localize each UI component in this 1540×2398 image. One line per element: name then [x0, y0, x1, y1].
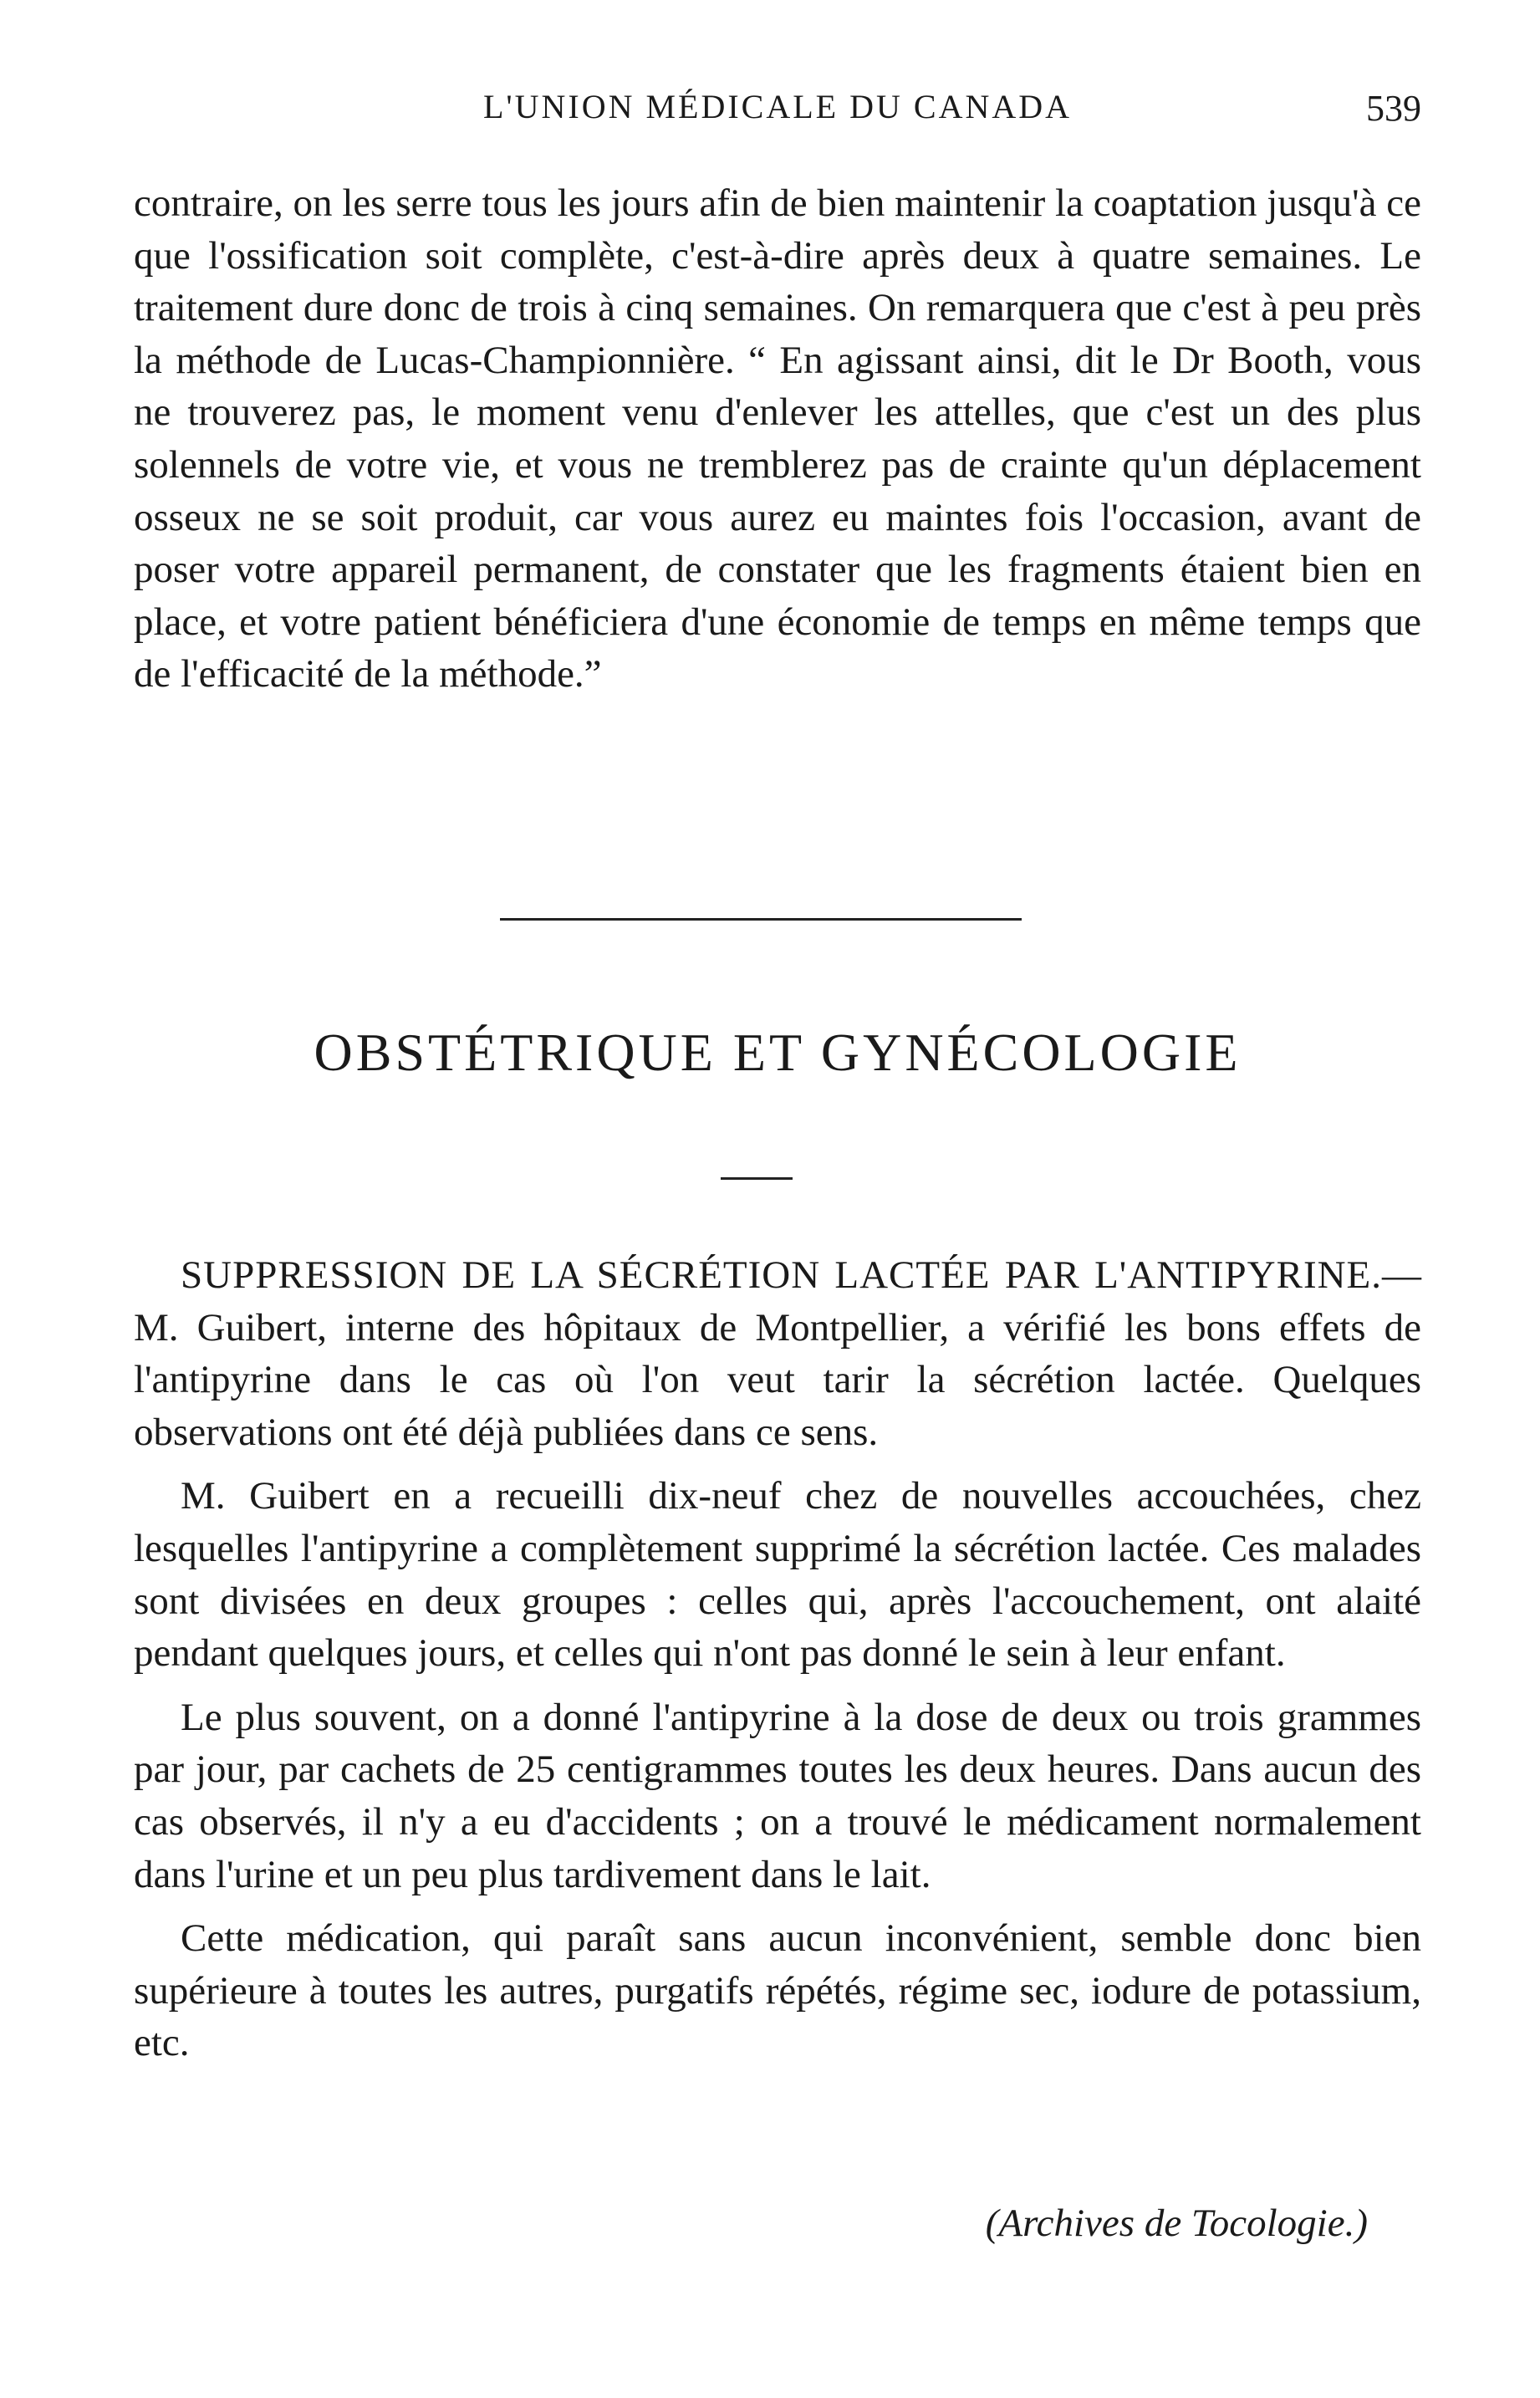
title-underline-rule [721, 1177, 793, 1180]
article-lead-text: —M. Guibert, interne des hôpitaux de Montpellier, a vérifié les bons effets de l'antipyrine dans le cas où l'on veut tarir la sécrétion lactée. Quelques observations ont été déjà publiées dans ce sens. [134, 1253, 1421, 1454]
article-paragraph: M. Guibert en a recueilli dix-neuf chez de nouvelles accouchées, chez lesquelles l'antipyrine a complètement supprimé la sécrétion lactée. Ces malades sont divisées en deux groupes : celles qui, après l'accouchement, ont alaité pendant quelques jours, et celles qui n'ont pas donné le sein à leur enfant. [134, 1474, 1421, 1676]
section-divider-rule [500, 918, 1022, 921]
running-head [134, 87, 1421, 137]
page-number: 539 [1366, 88, 1421, 129]
article-heading: SUPPRESSION DE LA SÉCRÉTION LACTÉE PAR L'ANTIPYRINE. [181, 1253, 1382, 1297]
article-paragraph: Le plus souvent, on a donné l'antipyrine à la dose de deux ou trois grammes par jour, par cachets de 25 centigrammes toutes les deux heures. Dans aucun des cas observés, il n'y a eu d'accidents ; on a trouvé le médicament normalement dans l'urine et un peu plus tardivement dans le lait. [134, 1695, 1421, 1896]
article [134, 1249, 1421, 2069]
article-lead-paragraph [134, 1249, 1421, 1458]
continued-paragraph-text: contraire, on les serre tous les jours afin de bien maintenir la coaptation jusqu'à ce que l'ossification soit complète, c'est-à-dire après deux à quatre semaines. Le traitement dure donc de trois à cinq semaines. On remarquera que c'est à peu près la méthode de Lucas-Championnière. “ En agissant ainsi, dit le Dr Booth, vous ne trouverez pas, le moment venu d'enlever les attelles, que c'est un des plus solennels de votre vie, et vous ne tremblerez pas de crainte qu'un déplacement osseux ne se soit produit, car vous aurez eu maintes fois l'occasion, avant de poser votre appareil permanent, de constater que les fragments étaient bien en place, et votre patient bénéficiera d'une économie de temps en même temps que de l'efficacité de la méthode.” [134, 181, 1421, 696]
article-paragraph: Cette médication, qui paraît sans aucun inconvénient, semble donc bien supérieure à toutes les autres, purgatifs répétés, régime sec, iodure de potassium, etc. [134, 1916, 1421, 2065]
running-title: L'UNION MÉDICALE DU CANADA [482, 88, 1073, 125]
section-title: OBSTÉTRIQUE ET GYNÉCOLOGIE [314, 1023, 1242, 1082]
article-source: (Archives de Tocologie.) [985, 2202, 1368, 2245]
continued-paragraph [134, 177, 1421, 701]
